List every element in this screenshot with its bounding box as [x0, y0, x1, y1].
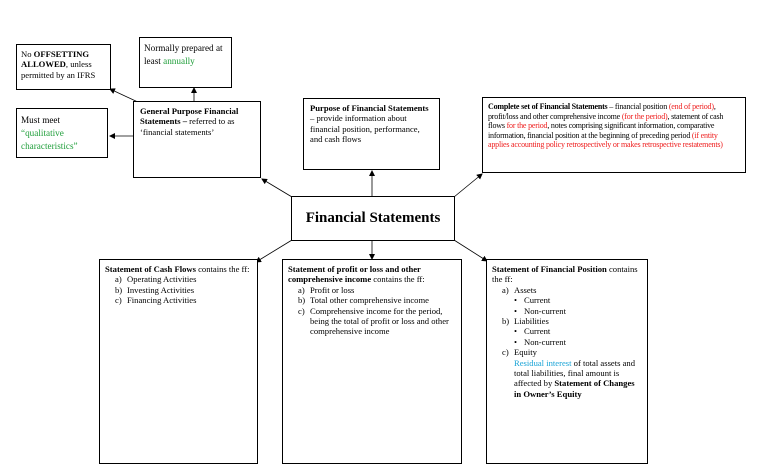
list-item: c) Equity: [502, 347, 537, 358]
complete-set-r3: for the period: [506, 121, 548, 131]
equity-description: Residual interest of total assets and total liabilities, final amount is affected by Statement of Changes in Owner’s Equity: [514, 357, 636, 399]
complete-set-r4: (if entity applies accounting policy retrospectively or makes retrospective restatements): [488, 130, 723, 150]
financial-position-box: [486, 259, 648, 464]
list-item: b) Total other comprehensive income: [298, 295, 429, 306]
center-title: Financial Statements: [305, 210, 441, 226]
qualitative-note: [16, 108, 108, 158]
financial-position-text: contains the ff:: [492, 264, 638, 285]
purpose-text: – provide information about financial position, performance, and cash flows: [310, 113, 420, 145]
complete-set-r2: (for the period): [621, 111, 668, 121]
annually-highlight: annually: [163, 56, 195, 66]
list-item: b) Liabilities: [502, 316, 549, 327]
list-item: a) Assets: [502, 284, 537, 295]
financial-position-title: Statement of Financial Position: [492, 264, 607, 274]
list-item: • Non-current: [492, 337, 642, 347]
list-item: b) Investing Activities: [115, 284, 195, 295]
list-item: • Current: [492, 326, 642, 336]
no-offsetting-suffix: , unless permitted by an IFRS: [21, 59, 96, 80]
purpose-box: [303, 98, 440, 170]
qualitative-highlight: “qualitative characteristics”: [21, 128, 78, 151]
complete-set-t3: , statement of cash flows: [488, 111, 724, 131]
complete-set-t4: , notes comprising significant information, comparative information, financial position at the beginning of preceding period: [488, 121, 715, 140]
list-item: • Non-current: [492, 306, 642, 316]
complete-set-t1: – financial position: [607, 102, 669, 111]
complete-set-box: [482, 97, 746, 173]
complete-set-t2: , profit/loss and other comprehensive income: [488, 102, 716, 121]
general-purpose-text: referred to as ‘financial statements’: [140, 116, 235, 137]
arrow-to-general-purpose: [262, 179, 292, 197]
financial-statements-center: [291, 196, 455, 241]
list-item: • Current: [492, 295, 642, 305]
annually-text: Normally prepared at least: [144, 43, 223, 66]
qualitative-text: Must meet: [21, 115, 61, 125]
list-item: c) Financing Activities: [115, 295, 197, 306]
no-offsetting-bold: OFFSETTING ALLOWED: [21, 49, 90, 70]
list-item: a) Operating Activities: [115, 274, 197, 285]
list-item: c) Comprehensive income for the period, being the total of profit or loss and other comprehensive income: [298, 305, 449, 337]
no-offsetting-note: [16, 44, 111, 90]
arrow-to-financial-position: [454, 240, 487, 261]
no-offsetting-prefix: No: [21, 49, 34, 59]
purpose-title: Purpose of Financial Statements: [310, 103, 429, 113]
profit-loss-box: [282, 259, 462, 464]
arrow-to-complete-set: [454, 174, 482, 197]
cash-flows-box: [99, 259, 258, 464]
profit-loss-text: contains the ff:: [371, 274, 425, 285]
cash-flows-text: contains the ff:: [195, 264, 250, 274]
complete-set-title: Complete set of Financial Statements: [488, 102, 608, 111]
complete-set-r1: (end of period): [668, 102, 714, 111]
list-item: a) Profit or loss: [298, 284, 355, 295]
general-purpose-title: General Purpose Financial Statements –: [140, 106, 239, 127]
general-purpose-box: [133, 101, 261, 178]
cash-flows-title: Statement of Cash Flows: [105, 264, 196, 274]
profit-loss-title: Statement of profit or loss and other comprehensive income: [288, 264, 421, 285]
annually-note: [139, 37, 232, 88]
